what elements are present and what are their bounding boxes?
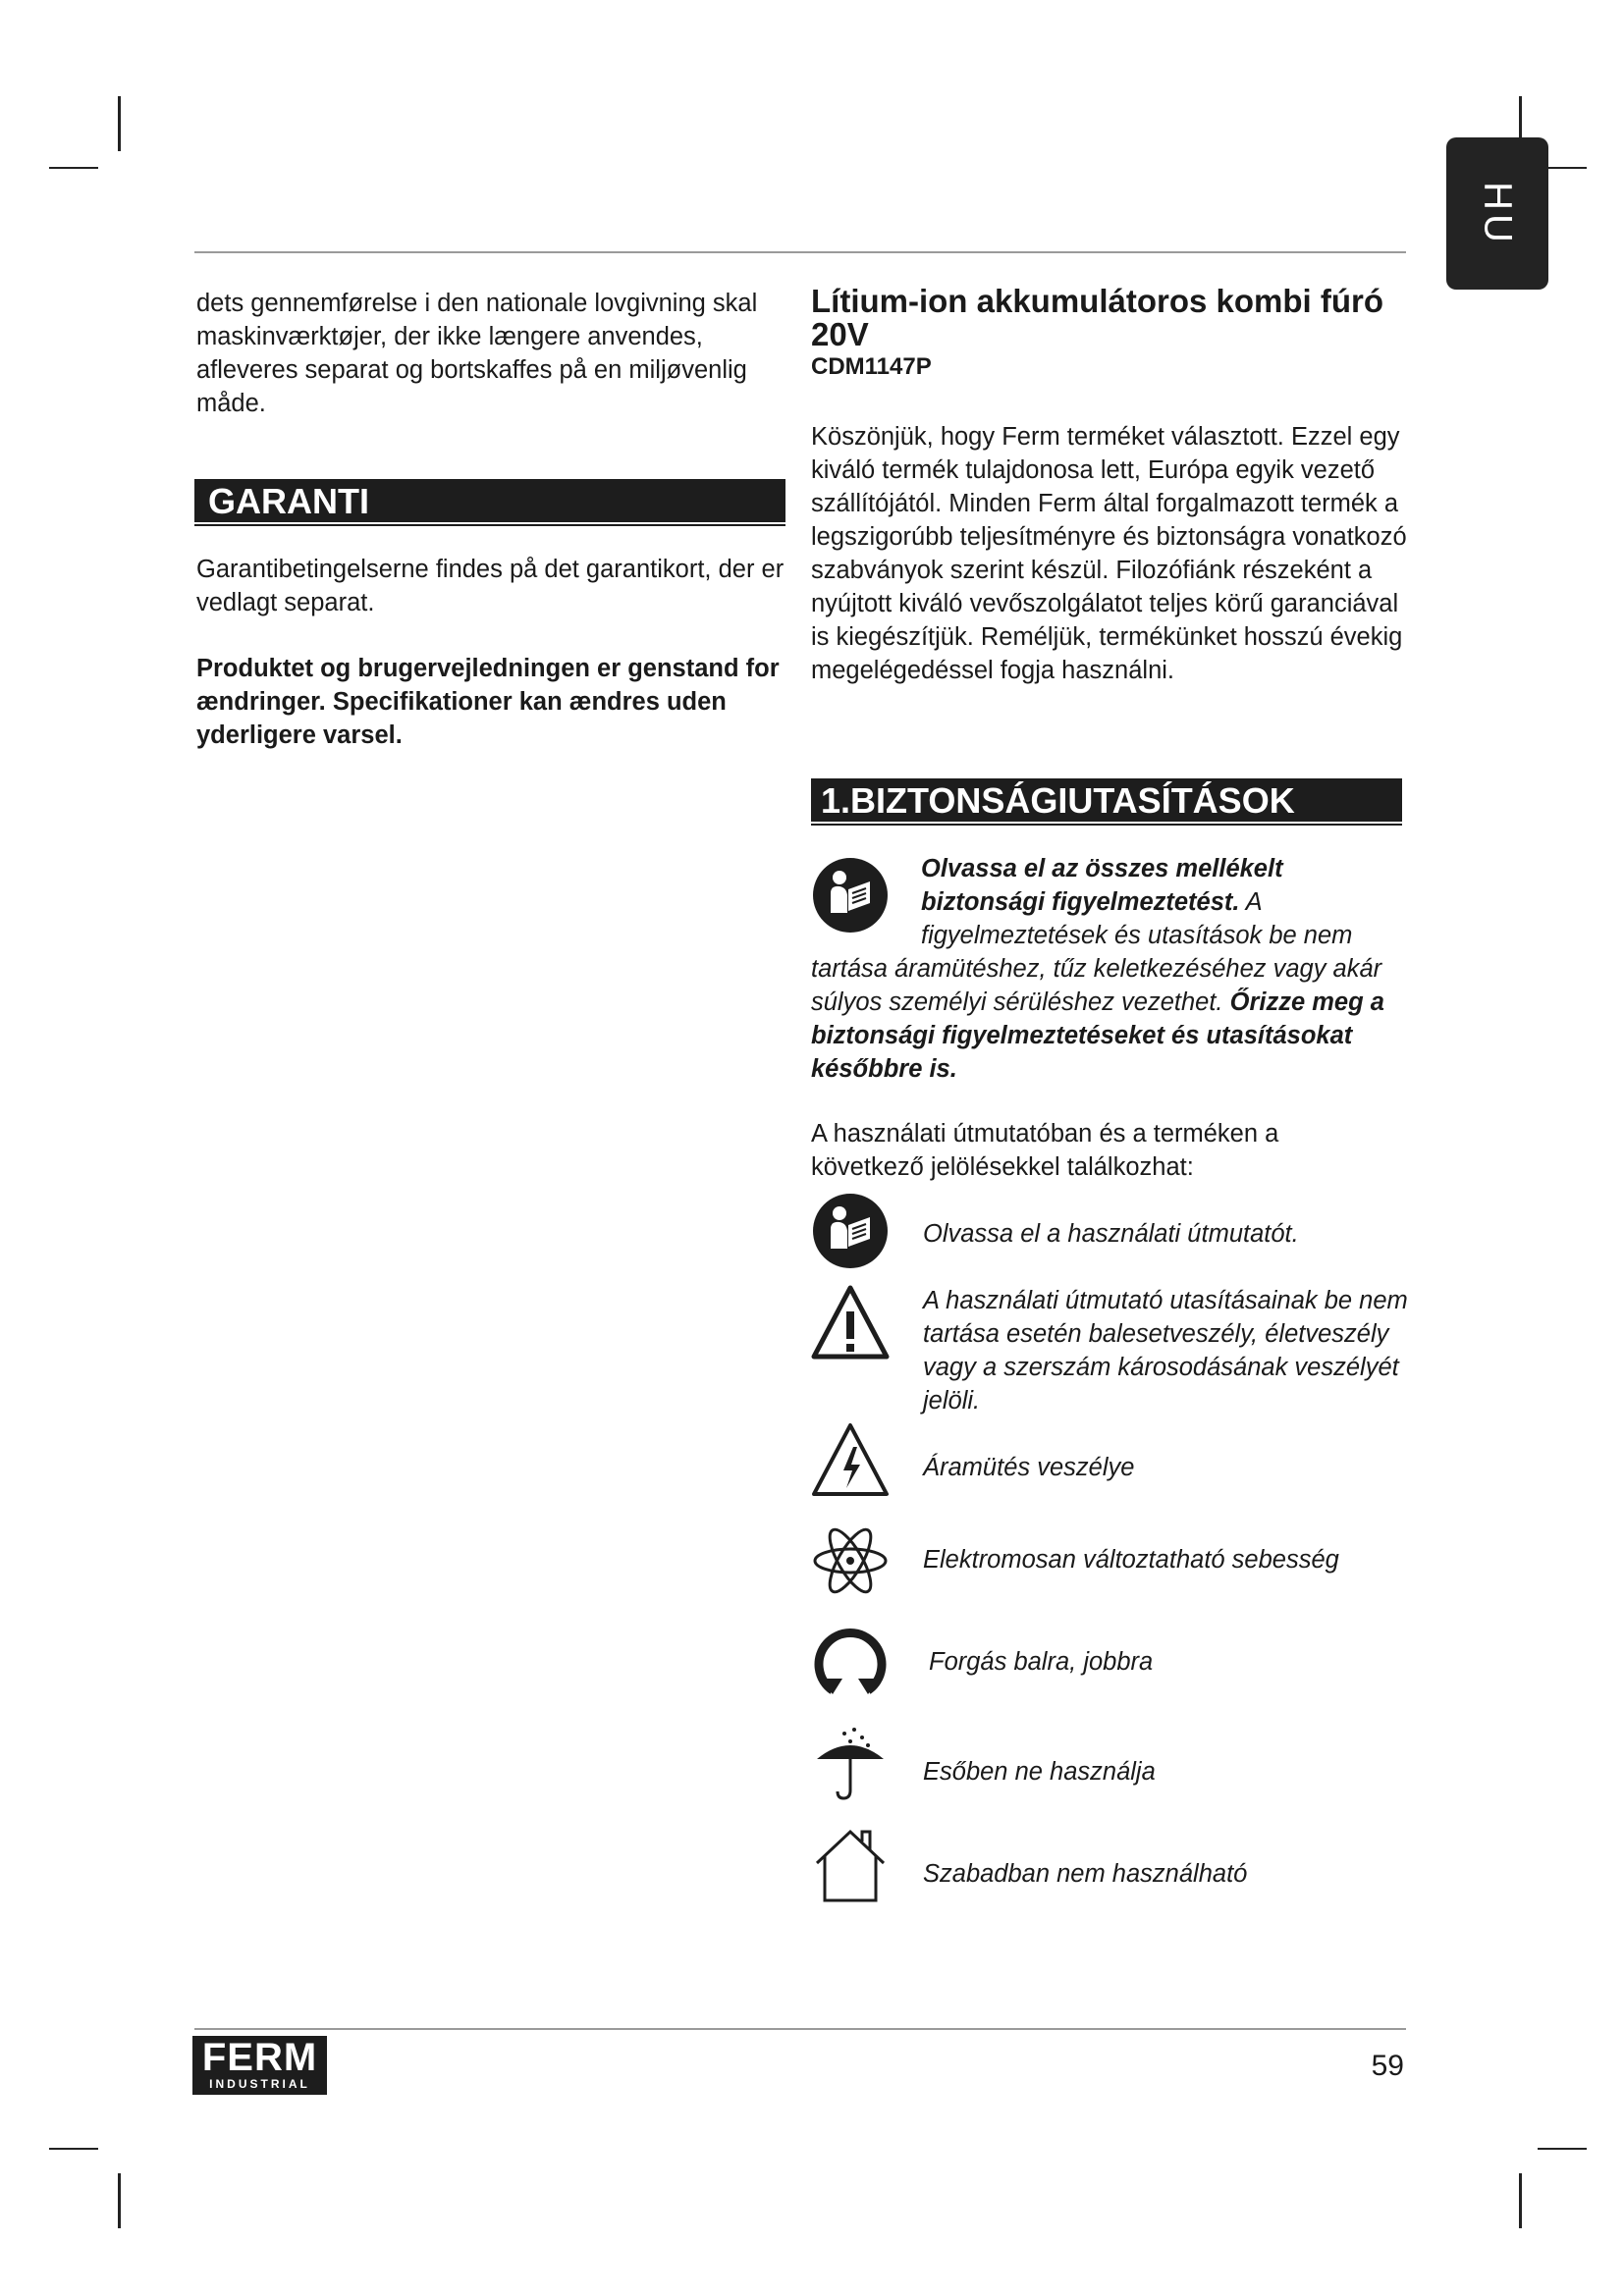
symbol-text: Olvassa el a használati útmutatót. [923, 1220, 1299, 1248]
crop-mark [118, 2173, 121, 2228]
crop-mark [1538, 2148, 1587, 2150]
electric-shock-icon [811, 1421, 890, 1500]
product-title: Lítium-ion akkumulátoros kombi fúró 20V [811, 283, 1384, 352]
intro-text: dets gennemførelse i den nationale lovgivning skal maskinværktøjer, der ikke længere anvendes, afleveres separat og bortskaffes på en miljøvenlig måde. [196, 290, 758, 417]
symbol-text: Szabadban nem használható [923, 1860, 1248, 1888]
read-manual-icon [811, 1192, 890, 1270]
footer-rule [194, 2028, 1406, 2030]
warning-paragraph [811, 852, 1412, 1086]
page-number: 59 [1371, 2050, 1404, 2082]
language-tab [1446, 137, 1548, 290]
safety-heading: 1.BIZTONSÁGIUTASÍTÁSOK [811, 778, 1402, 822]
logo-sub: INDUSTRIAL [209, 2077, 310, 2091]
rotation-icon [811, 1622, 890, 1700]
symbols-intro: A használati útmutatóban és a terméken a következő jelölésekkel találkozhat: [811, 1120, 1279, 1181]
ferm-logo [192, 2036, 327, 2095]
warning-triangle-icon [811, 1284, 890, 1362]
garanti-heading: GARANTI [194, 479, 785, 522]
symbol-text: A használati útmutató utasításainak be nem tartása esetén balesetveszély, életveszély vagy a szerszám károsodásának veszélyét jelöli. [923, 1287, 1408, 1415]
warning-lead: Olvassa el az összes mellékelt biztonsági figyelmeztetést. [921, 855, 1283, 916]
garanti-text: Garantibetingelserne findes på det garantikort, der er vedlagt separat. [196, 556, 785, 616]
symbol-text: Esőben ne használja [923, 1758, 1156, 1786]
warning-body: A figyelmeztetések és utasítások be nem tartása áramütéshez, tűz keletkezéséhez vagy akár súlyos személyi sérüléshez vezethet. [811, 888, 1382, 1016]
variable-speed-icon [811, 1522, 890, 1600]
crop-mark [49, 167, 98, 169]
crop-mark [49, 2148, 98, 2150]
model-number: CDM1147P [811, 353, 932, 380]
logo-main: FERM [201, 2036, 318, 2079]
crop-mark [118, 96, 121, 151]
house-icon [811, 1826, 890, 1904]
warning-tail: Őrizze meg a biztonsági figyelmeztetéseket és utasításokat későbbre is. [811, 988, 1384, 1083]
symbol-text: Áramütés veszélye [923, 1454, 1135, 1481]
crop-mark [1519, 2173, 1522, 2228]
header-rule [194, 251, 1406, 253]
umbrella-rain-icon [811, 1726, 890, 1804]
notice-text: Produktet og brugervejledningen er genstand for ændringer. Specifikationer kan ændres uden yderligere varsel. [196, 655, 780, 749]
symbol-text: Elektromosan változtatható sebesség [923, 1546, 1339, 1574]
symbol-text: Forgás balra, jobbra [929, 1648, 1154, 1676]
product-intro: Köszönjük, hogy Ferm terméket választott. Ezzel egy kiváló termék tulajdonosa lett, Európa egyik vezető szállítójától. Minden Ferm által forgalmazott termék a legszigorúbb teljesítményre és biztonságra vonatkozó szabványok szerint készül. Filozófiánk részeként a nyújtott kiváló vevőszolgálatot teljes körű garanciával is kiegészítjük. Reméljük, termékünket hosszú évekig megelégedéssel fogja használni. [811, 423, 1407, 684]
language-code: HU [1476, 181, 1520, 246]
